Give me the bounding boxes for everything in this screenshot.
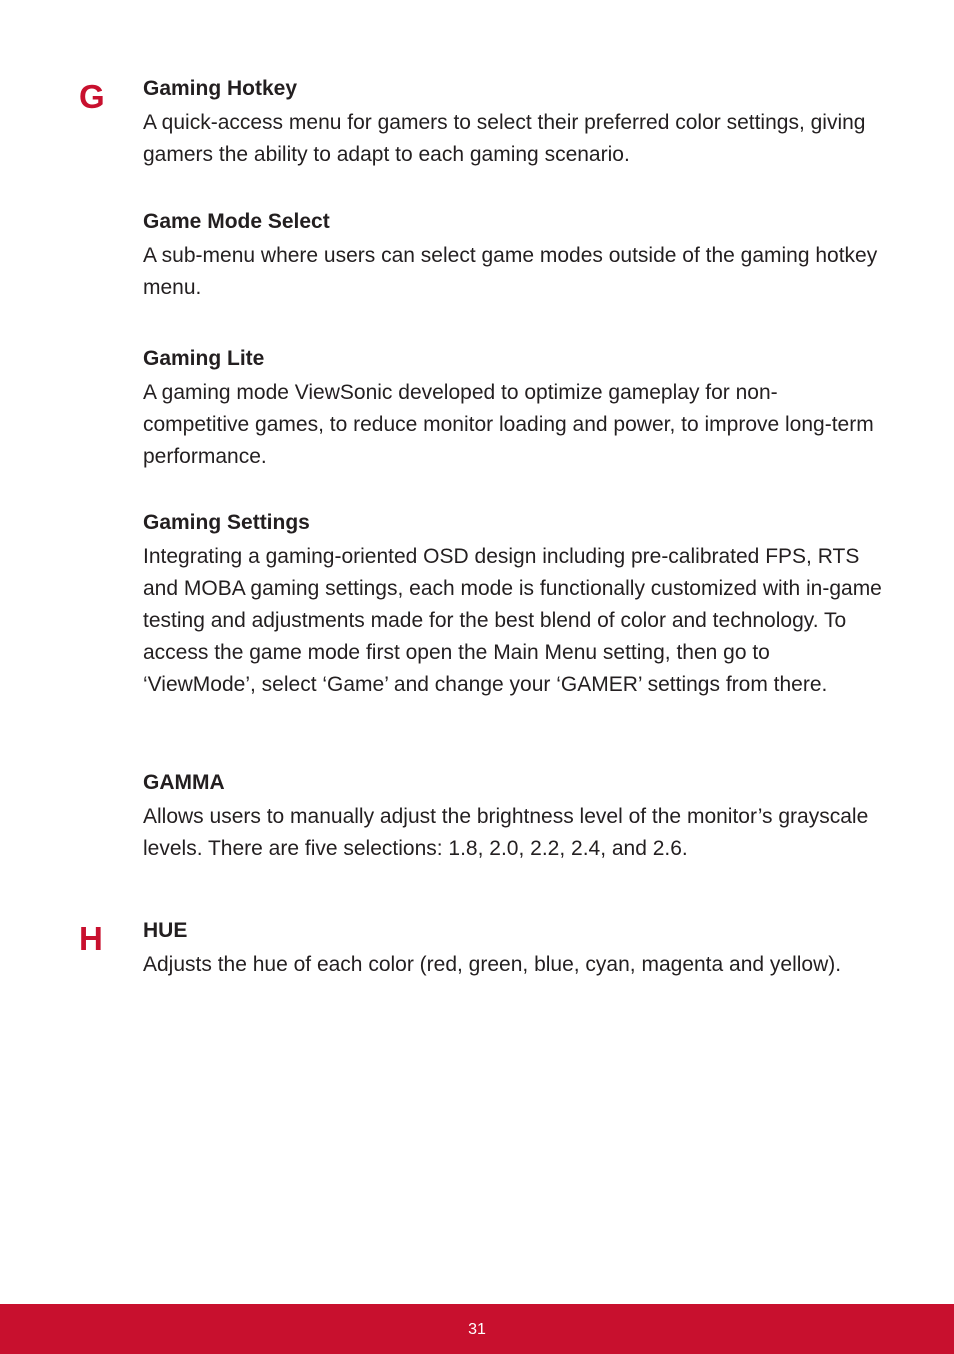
- page-number: 31: [468, 1321, 486, 1338]
- entry-description: Adjusts the hue of each color (red, green, blue, cyan, magenta and yellow).: [143, 953, 842, 976]
- entry-description: Allows users to manually adjust the brightness level of the monitor’s grayscale levels. There are five selections: 1.8, 2.0, 2.2, 2.4, and 2.6.: [143, 805, 869, 860]
- entry-term: Gaming Settings: [143, 511, 310, 534]
- entry-term: HUE: [143, 919, 188, 942]
- glossary-entry: [143, 77, 883, 171]
- page-footer: [0, 1304, 954, 1354]
- entry-description: A gaming mode ViewSonic developed to optimize gameplay for non-competitive games, to reduce monitor loading and power, to improve long-term performance.: [143, 381, 874, 468]
- glossary-entry: [143, 511, 883, 701]
- glossary-entry: [143, 347, 883, 473]
- entry-description: Integrating a gaming-oriented OSD design including pre-calibrated FPS, RTS and MOBA gaming settings, each mode is functionally customized with in-game testing and adjustments made for the best blend of color and technology. To access the game mode first open the Main Menu setting, then go to ‘ViewMode’, select ‘Game’ and change your ‘GAMER’ settings from there.: [143, 545, 882, 696]
- entry-term: Gaming Lite: [143, 347, 265, 370]
- glossary-entry: [143, 210, 883, 304]
- entry-description: A quick-access menu for gamers to select their preferred color settings, giving gamers the ability to adapt to each gaming scenario.: [143, 111, 866, 166]
- entry-term: GAMMA: [143, 771, 225, 794]
- entry-term: Gaming Hotkey: [143, 77, 298, 100]
- glossary-entry: [143, 919, 883, 981]
- entry-description: A sub-menu where users can select game modes outside of the gaming hotkey menu.: [143, 244, 878, 299]
- section-letter-h: H: [79, 920, 103, 957]
- glossary-entry: [143, 771, 883, 865]
- section-letter-g: G: [79, 78, 105, 115]
- entry-term: Game Mode Select: [143, 210, 330, 233]
